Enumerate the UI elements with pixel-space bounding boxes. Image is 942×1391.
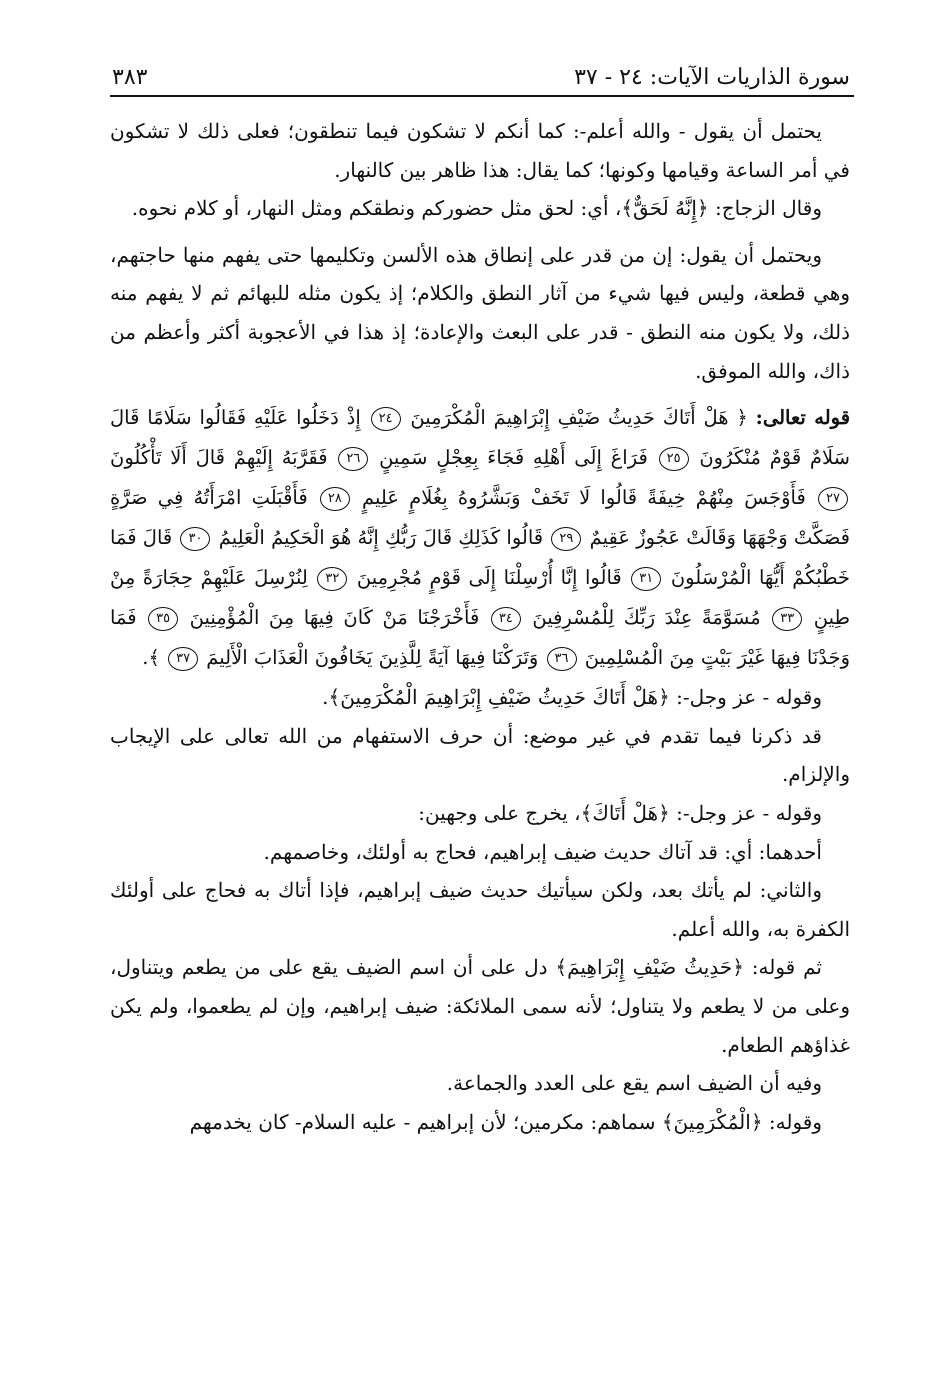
running-header xyxy=(112,56,850,90)
ayah-number-marker: ٢٤ xyxy=(371,407,401,431)
ayah-number-marker: ٢٥ xyxy=(659,447,689,471)
quran-passage xyxy=(110,398,850,678)
verse-text: فَأَخْرَجْنَا مَنْ كَانَ فِيهَا مِنَ الْمُؤْمِنِينَ xyxy=(180,606,480,630)
commentary-1: وقوله - عز وجل-: ﴿هَلْ أَتَاكَ حَدِيثُ ضَيْفِ إِبْرَاهِيمَ الْمُكْرَمِينَ﴾. xyxy=(322,685,822,710)
ayah-number-marker: ٣٣ xyxy=(772,607,802,631)
verse-text: قَالُوا إِنَّا أُرْسِلْنَا إِلَى قَوْمٍ مُجْرِمِينَ xyxy=(349,566,622,590)
ayah-number-marker: ٣٥ xyxy=(148,607,178,631)
commentary-4: أحدهما: أي: قد آتاك حديث ضيف إبراهيم، فحاج به أولئك، وخاصمهم. xyxy=(263,839,822,864)
paragraph-2: وقال الزجاج: ﴿إِنَّهُ لَحَقٌّ﴾، أي: لحق مثل حضوركم ونطقكم ومثل النهار، أو كلام نحوه. xyxy=(131,196,822,221)
commentary-5: والثاني: لم يأتك بعد، ولكن سيأتيك حديث ضيف إبراهيم، فإذا أتاك به فحاج على أولئك الكفرة به، والله أعلم. xyxy=(110,878,850,941)
commentary-7: وفيه أن الضيف اسم يقع على العدد والجماعة. xyxy=(446,1071,822,1096)
quran-close-bracket: ﴾. xyxy=(142,646,160,670)
ayah-number-marker: ٢٧ xyxy=(818,487,848,511)
verse-text: فَأَوْجَسَ مِنْهُمْ خِيفَةً قَالُوا لَا تَخَفْ وَبَشَّرُوهُ بِغُلَامٍ عَلِيمٍ xyxy=(351,486,806,510)
ayah-number-marker: ٣١ xyxy=(631,567,661,591)
verse-text: مُسَوَّمَةً عِنْدَ رَبِّكَ لِلْمُسْرِفِينَ xyxy=(522,606,761,630)
verse-text: إِذْ دَخَلُوا عَلَيْهِ فَقَالُوا سَلَامًا قَالَ سَلَامٌ قَوْمٌ مُنْكَرُونَ xyxy=(110,406,850,470)
verse-text: فَقَرَّبَهُ إِلَيْهِمْ قَالَ أَلَا تَأْكُلُونَ xyxy=(110,446,328,470)
verse-text: فَرَاغَ إِلَى أَهْلِهِ فَجَاءَ بِعِجْلٍ سَمِينٍ xyxy=(370,446,648,470)
verse-text: هَلْ أَتَاكَ حَدِيثُ ضَيْفِ إِبْرَاهِيمَ الْمُكْرَمِينَ xyxy=(402,406,729,430)
verse-text: قَالَ فَمَا خَطْبُكُمْ أَيُّهَا الْمُرْسَلُونَ xyxy=(110,526,850,590)
quran-verses xyxy=(110,406,850,669)
ayah-number-marker: ٣٤ xyxy=(491,607,521,631)
verse-text: لِنُرْسِلَ عَلَيْهِمْ حِجَارَةً مِنْ طِينٍ xyxy=(110,566,851,630)
commentary-3: وقوله - عز وجل-: ﴿هَلْ أَتَاكَ﴾، يخرج على وجهين: xyxy=(418,800,822,825)
paragraph-3: ويحتمل أن يقول: إن من قدر على إنطاق هذه الألسن وتكليمها حتى يفهم منها حاجتهم، وهي قطعة، وليس فيها شيء من آثار النطق والكلام؛ إذ يكون مثله للبهائم ثم لا يفهم منه ذلك، ولا يكون منه النطق - قدر على البعث والإعادة؛ إذ هذا في الأعجوبة أكثر وأعظم من ذاك، والله الموفق. xyxy=(110,242,850,383)
ayah-number-marker: ٣٢ xyxy=(317,567,347,591)
verse-text: فَأَقْبَلَتِ امْرَأَتُهُ فِي صَرَّةٍ فَصَكَّتْ وَجْهَهَا وَقَالَتْ عَجُوزٌ عَقِيمٌ xyxy=(110,486,851,550)
verse-text: قَالُوا كَذَلِكِ قَالَ رَبُّكِ إِنَّهُ هُوَ الْحَكِيمُ الْعَلِيمُ xyxy=(212,526,544,550)
ayah-number-marker: ٢٨ xyxy=(320,487,350,511)
verse-text: فَمَا وَجَدْنَا فِيهَا غَيْرَ بَيْتٍ مِنَ الْمُسْلِمِينَ xyxy=(110,606,850,670)
surah-title: سورة الذاريات الآيات: ٢٤ - ٣٧ xyxy=(574,65,850,90)
ayah-number-marker: ٢٩ xyxy=(551,527,581,551)
header-divider xyxy=(110,95,854,97)
ayah-number-marker: ٣٦ xyxy=(547,647,577,671)
commentary-6: ثم قوله: ﴿حَدِيثُ ضَيْفِ إِبْرَاهِيمَ﴾ دل على أن اسم الضيف يقع على من يطعم ويتناول، وعلى من لا يطعم ولا يتناول؛ لأنه سمى الملائكة: ضيف إبراهيم، وإن لم يطعموا، ولم يكن غذاؤهم الطعام. xyxy=(110,955,850,1057)
commentary-8: وقوله: ﴿الْمُكْرَمِينَ﴾ سماهم: مكرمين؛ لأن إبراهيم - عليه السلام- كان يخدمهم xyxy=(189,1109,822,1134)
quran-lead-label: قوله تعالى: xyxy=(755,406,851,430)
paragraph-1: يحتمل أن يقول - والله أعلم-: كما أنكم لا تشكون فيما تنطقون؛ فعلى ذلك لا تشكون في أمر الساعة وقيامها وكونها؛ كما يقال: هذا ظاهر بين كالنهار. xyxy=(110,119,850,182)
ayah-number-marker: ٣٧ xyxy=(168,647,198,671)
ayah-number-marker: ٢٦ xyxy=(338,447,368,471)
page-number: ٣٨٣ xyxy=(112,65,148,90)
commentary-2: قد ذكرنا فيما تقدم في غير موضع: أن حرف الاستفهام من الله تعالى على الإيجاب والإلزام. xyxy=(110,723,850,787)
quran-open-bracket: ﴿ xyxy=(736,406,748,430)
verse-text: وَتَرَكْنَا فِيهَا آيَةً لِلَّذِينَ يَخَافُونَ الْعَذَابَ الْأَلِيمَ xyxy=(200,646,539,670)
page-body xyxy=(110,112,850,1141)
ayah-number-marker: ٣٠ xyxy=(180,527,210,551)
